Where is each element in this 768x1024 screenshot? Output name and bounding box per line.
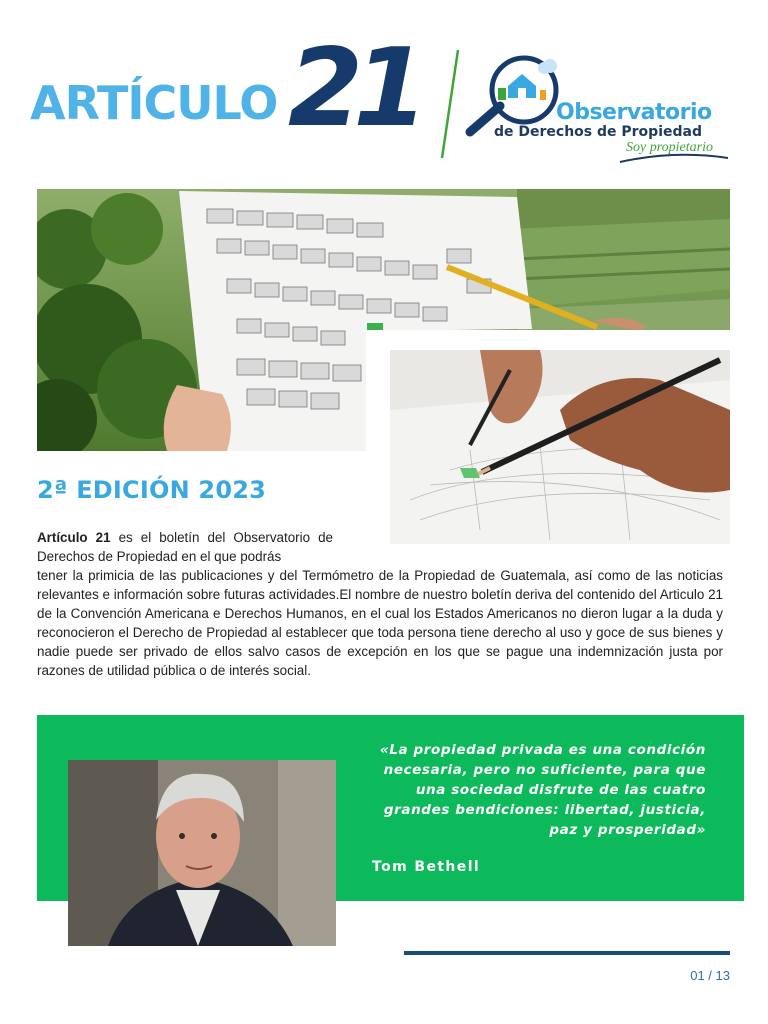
logo-tagline: Soy propietario (626, 140, 713, 155)
author-portrait (68, 760, 336, 946)
edition-heading: 2ª EDICIÓN 2023 (37, 476, 267, 504)
body-paragraph: tener la primicia de las publicaciones y del Termómetro de la Propiedad de Guatemala, así como de las noticias relevantes e información sobre futuras actividades.El nombre de nuestro boletín deriva del contenido del Articulo 21 de la Convención Americana e Derechos Humanos, en el cual los Estados Americanos no dieron lugar a la duda y reconocieron el Derecho de Propiedad al establecer que toda persona tiene derecho al uso y goce de sus bienes y nadie puede ser privado de ellos salvo casos de excepción en los que se pague una indemnización justa por razones de utilidad pública o de interés social. (37, 568, 723, 678)
masthead-word: ARTÍCULO (30, 76, 278, 130)
masthead-logo (30, 26, 460, 160)
quote-text: «La propiedad privada es una condición necesaria, pero no suficiente, para que una sociedad disfrute de las cuatro grandes bendiciones: libertad, justicia, paz y prosperidad» (379, 742, 706, 838)
page-number: 01 / 13 (690, 968, 730, 983)
masthead-divider (438, 48, 462, 160)
lead-text: es el boletín del Observatorio de Derechos de Propiedad en el que podrás (37, 530, 333, 564)
logo-title: Observatorio (556, 100, 712, 125)
observatorio-logo (464, 48, 740, 168)
masthead-number: 21 (288, 26, 419, 151)
surveyor-hands-photo (366, 330, 746, 560)
logo-subtitle: de Derechos de Propiedad (494, 124, 702, 140)
quote-author: Tom Bethell (372, 859, 481, 875)
logo-swoosh (618, 152, 730, 164)
intro-paragraph (37, 528, 333, 566)
footer-rule (404, 951, 730, 955)
lead-bold: Artículo 21 (37, 530, 111, 545)
